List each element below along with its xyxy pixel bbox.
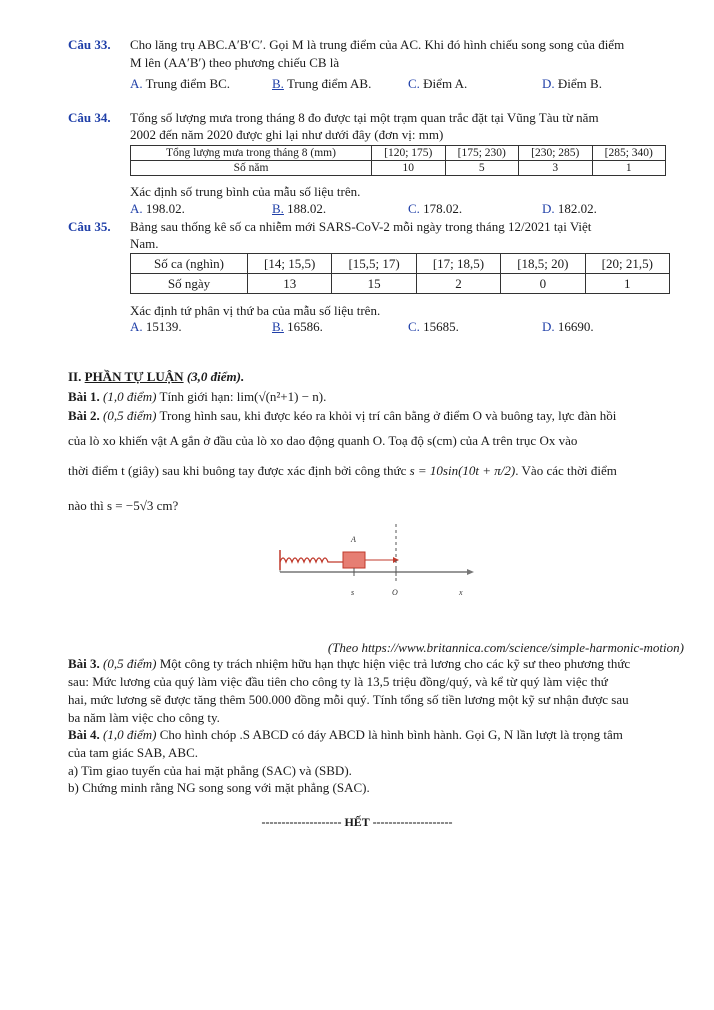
table-cell: Số năm [131, 161, 372, 176]
question-34-line1: Tổng số lượng mưa trong tháng 8 đo được tại một trạm quan trắc đặt tại Vũng Tàu từ năm [130, 110, 599, 125]
question-33-option-a[interactable]: A. Trung điểm BC. [130, 76, 231, 91]
problem-1: Bài 1. (1,0 điểm) Tính giới hạn: lim(√(n²+1) − n). [68, 389, 327, 404]
table-cell: 1 [592, 161, 666, 176]
problem-2-line4: nào thì s = −5√3 cm? [68, 498, 179, 513]
table-row [131, 254, 670, 274]
table-cell: [18,5; 20) [501, 254, 585, 274]
table-cell: Tổng lượng mưa trong tháng 8 (mm) [131, 146, 372, 161]
table-cell: Số ca (nghìn) [131, 254, 248, 274]
table-row [131, 161, 666, 176]
spring-oscillator-figure [243, 522, 475, 610]
figure-label-o: O [392, 588, 398, 597]
question-35-line2: Nam. [130, 236, 159, 251]
question-34-option-c[interactable]: C. 178.02. [408, 201, 463, 216]
problem-2-line1: Bài 2. (0,5 điểm) Trong hình sau, khi được kéo ra khỏi vị trí cân bằng ở điểm O và buông tay, lực đàn hồi [68, 408, 617, 423]
question-34-option-a[interactable]: A. 198.02. [130, 201, 185, 216]
figure-source: (Theo https://www.britannica.com/science/simple-harmonic-motion) [327, 640, 684, 655]
question-33-label: Câu 33. [68, 37, 111, 52]
table-row [131, 274, 670, 294]
rainfall-table [130, 145, 666, 176]
table-cell: Số ngày [131, 274, 248, 294]
table-cell: 13 [248, 274, 332, 294]
table-cell: 1 [585, 274, 669, 294]
question-35-label: Câu 35. [68, 219, 111, 234]
problem-3-line2: sau: Mức lương của quý làm việc đầu tiên cho công ty là 13,5 triệu đồng/quý, và kể từ quý làm việc thứ [68, 674, 608, 689]
question-35-option-d[interactable]: D. 16690. [542, 319, 594, 334]
problem-4-line2: của tam giác SAB, ABC. [68, 745, 198, 760]
covid-table [130, 253, 670, 294]
question-35-option-a[interactable]: A. 15139. [130, 319, 182, 334]
question-35-line1: Bảng sau thống kê số ca nhiễm mới SARS-CoV-2 mỗi ngày trong tháng 12/2021 tại Việt [130, 219, 592, 234]
question-35-option-c[interactable]: C. 15685. [408, 319, 459, 334]
table-row [131, 146, 666, 161]
question-34-option-b[interactable]: B. 188.02. [272, 201, 327, 216]
table-cell: 0 [501, 274, 585, 294]
table-cell: 15 [332, 274, 416, 294]
problem-3-line3: hai, mức lương sẽ được tăng thêm 500.000 đồng mỗi quý. Tính tổng số tiền lương một kỹ sư nhận được sau [68, 692, 629, 707]
formula: s = 10sin(10t + π/2) [409, 463, 516, 478]
problem-4-part-b: b) Chứng minh rằng NG song song với mặt phẳng (SAC). [68, 780, 370, 795]
question-33-line1: Cho lăng trụ ABC.A′B′C′. Gọi M là trung điểm của AC. Khi đó hình chiếu song song của điểm [130, 37, 625, 52]
question-33-option-c[interactable]: C. Điểm A. [408, 76, 468, 91]
table-cell: [17; 18,5) [416, 254, 500, 274]
table-cell: [20; 21,5) [585, 254, 669, 274]
table-cell: 2 [416, 274, 500, 294]
table-cell: 10 [372, 161, 446, 176]
question-35-option-b[interactable]: B. 16586. [272, 319, 323, 334]
question-34-label: Câu 34. [68, 110, 111, 125]
part-2-title: II. PHẦN TỰ LUẬN (3,0 điểm). [68, 369, 245, 384]
table-cell: [230; 285) [519, 146, 593, 161]
question-33-line2: M lên (AA′B′) theo phương chiếu CB là [130, 55, 340, 70]
table-cell: [120; 175) [372, 146, 446, 161]
problem-2-line3: thời điểm t (giây) sau khi buông tay được xác định bởi công thức s = 10sin(10t + π/2). Vào các thời điểm [68, 463, 617, 478]
question-33-option-b[interactable]: B. Trung điểm AB. [272, 76, 372, 91]
table-cell: [175; 230) [445, 146, 519, 161]
table-cell: 5 [445, 161, 519, 176]
table-cell: [285; 340) [592, 146, 666, 161]
figure-label-x: x [459, 588, 463, 597]
question-34-prompt: Xác định số trung bình của mẫu số liệu trên. [130, 184, 361, 199]
question-34-line2: 2002 đến năm 2020 được ghi lại như dưới đây (đơn vị: mm) [130, 127, 444, 142]
problem-4-part-a: a) Tìm giao tuyến của hai mặt phẳng (SAC) và (SBD). [68, 763, 352, 778]
figure-label-s: s [351, 588, 355, 597]
question-33-option-d[interactable]: D. Điểm B. [542, 76, 602, 91]
problem-2-line2: của lò xo khiến vật A gắn ở đầu của lò xo dao động quanh O. Toạ độ s(cm) của A trên trục Ox vào [68, 433, 578, 448]
table-cell: [14; 15,5) [248, 254, 332, 274]
problem-3-line1: Bài 3. (0,5 điểm) Một công ty trách nhiệm hữu hạn thực hiện việc trả lương cho các kỹ sư theo phương thức [68, 656, 631, 671]
question-34-option-d[interactable]: D. 182.02. [542, 201, 597, 216]
problem-3-line4: ba năm làm việc cho công ty. [68, 710, 220, 725]
table-cell: 3 [519, 161, 593, 176]
end-marker: -------------------- HẾT -------------------- [261, 815, 453, 829]
table-cell: [15,5; 17) [332, 254, 416, 274]
problem-4-line1: Bài 4. (1,0 điểm) Cho hình chóp .S ABCD có đáy ABCD là hình bình hành. Gọi G, N lần lượt là trọng tâm [68, 727, 623, 742]
figure-label-a: A [351, 535, 356, 544]
question-35-prompt: Xác định tứ phân vị thứ ba của mẫu số liệu trên. [130, 303, 381, 318]
